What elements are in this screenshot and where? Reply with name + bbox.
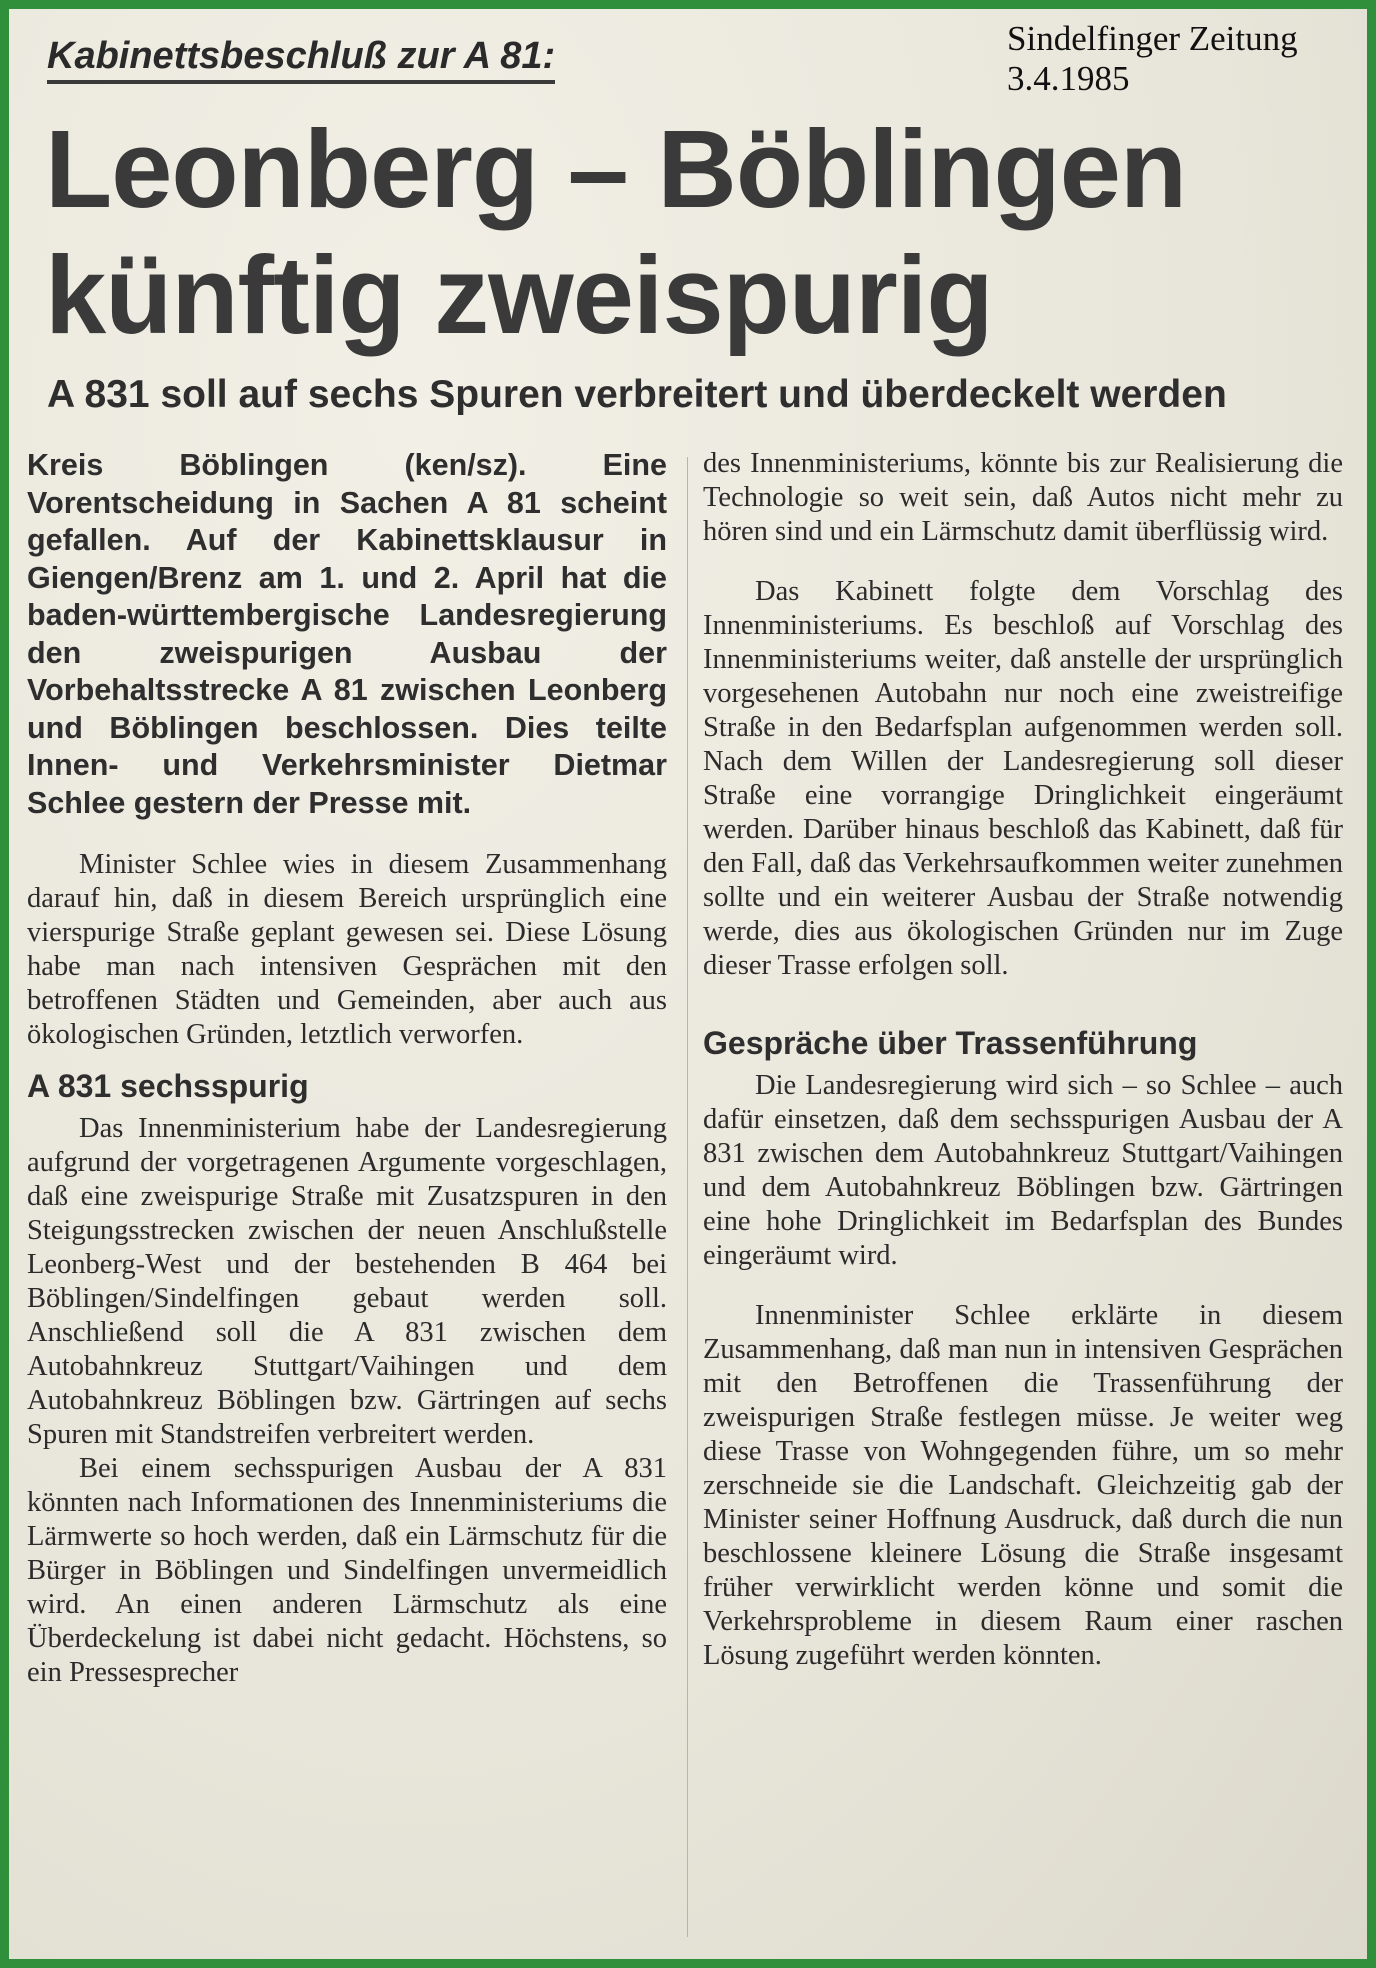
subheadline: A 831 soll auf sechs Spuren verbreitert und überdeckelt werden bbox=[47, 373, 1227, 416]
body-paragraph: Die Landesregierung wird sich – so Schlee – auch dafür einsetzen, daß dem sechsspurigen Ausbau der A 831 zwischen dem Autobahnkreuz Stuttgart/Vaihingen und dem Autobahnkreuz Böblingen bzw. Gärtringen eine hohe Dringlichkeit im Bedarfsplan des Bundes eingeräumt wird. bbox=[703, 1070, 1343, 1271]
paragraph-gap bbox=[703, 1273, 1343, 1299]
article-column-right bbox=[703, 447, 1343, 1927]
article-column-left bbox=[27, 447, 667, 1927]
headline-line-2: künftig zweispurig bbox=[45, 234, 993, 357]
section-subheading: Gespräche über Trassenführung bbox=[703, 1025, 1198, 1061]
body-paragraph: Das Innenministerium habe der Landesregierung aufgrund der vorgetragenen Argumente vorgeschlagen, daß eine zweispurige Straße mit Zusatzspuren in den Steigungsstrecken zwischen der neuen Anschlußstelle Leonberg-West und der bestehenden B 464 bei Böblingen/Sindelfingen gebaut werden soll. Anschließend soll die A 831 zwischen dem Autobahnkreuz Stuttgart/Vaihingen und dem Autobahnkreuz Böblingen bzw. Gärtringen auf sechs Spuren mit Standstreifen verbreitert werden. bbox=[27, 1113, 667, 1450]
body-paragraph: Innenminister Schlee erklärte in diesem Zusammenhang, daß man nun in intensiven Gesprächen mit den Betroffenen die Trassenführung der zweispurigen Straße festlegen müsse. Je weiter weg diese Trasse von Wohngegenden führe, um so mehr zerschneide sie die Landschaft. Gleichzeitig gab der Minister seiner Hoffnung Ausdruck, daß durch die nun beschlossene kleinere Lösung die Straße insgesamt früher verwirklicht werden könne und somit die Verkehrsprobleme in diesem Raum einer raschen Lösung zugeführt werden könnten. bbox=[703, 1300, 1343, 1671]
column-divider bbox=[687, 457, 688, 1937]
paragraph-gap bbox=[27, 822, 667, 848]
source-paper-name: Sindelfinger Zeitung bbox=[1007, 19, 1298, 58]
source-date: 3.4.1985 bbox=[1007, 59, 1130, 98]
body-paragraph: Bei einem sechsspurigen Ausbau der A 831 könnten nach Informationen des Innenministeriums die Lärmwerte so hoch werden, daß ein Lärmschutz für die Bürger in Böblingen und Sindelfingen unvermeidlich wird. An einen anderen Lärmschutz als eine Überdeckelung ist dabei nicht gedacht. Höchstens, so ein Pressesprecher bbox=[27, 1453, 667, 1688]
body-paragraph: Das Kabinett folgte dem Vorschlag des Innenministeriums. Es beschloß auf Vorschlag des Innenministeriums weiter, daß anstelle der ursprünglich vorgesehenen Autobahn nur noch eine zweistreifige Straße in den Bedarfsplan aufgenommen werden soll. Nach dem Willen der Landesregierung soll dieser Straße eine vorrangige Dringlichkeit eingeräumt werden. Darüber hinaus beschloß das Kabinett, daß für den Fall, daß das Verkehrsaufkommen weiter zunehmen sollte und ein weiterer Ausbau der Straße notwendig werde, dies aus ökologischen Gründen nur im Zuge dieser Trasse erfolgen soll. bbox=[703, 576, 1343, 981]
lead-paragraph: Kreis Böblingen (ken/sz). Eine Vorentscheidung in Sachen A 81 scheint gefallen. Auf der Kabinettsklausur in Giengen/Brenz am 1. und 2. April hat die baden-württembergische Landesregierung den zweispurigen Ausbau der Vorbehaltsstrecke A 81 zwischen Leonberg und Böblingen beschlossen. Dies teilte Innen- und Verkehrsminister Dietmar Schlee gestern der Presse mit. bbox=[27, 448, 667, 820]
paragraph-gap bbox=[703, 549, 1343, 575]
kicker-line: Kabinettsbeschluß zur A 81: bbox=[47, 35, 555, 84]
headline bbox=[45, 107, 1345, 359]
paragraph-gap bbox=[703, 983, 1343, 1009]
newspaper-clipping bbox=[9, 9, 1367, 1959]
section-subheading: A 831 sechsspurig bbox=[27, 1068, 309, 1104]
body-paragraph: des Innenministeriums, könnte bis zur Realisierung die Technologie so weit sein, daß Autos nicht mehr zu hören sind und ein Lärmschutz damit überflüssig wird. bbox=[703, 448, 1343, 547]
body-paragraph: Minister Schlee wies in diesem Zusammenhang darauf hin, daß in diesem Bereich ursprünglich eine vierspurige Straße geplant gewesen sei. Diese Lösung habe man nach intensiven Gesprächen mit den betroffenen Städten und Gemeinden, aber auch aus ökologischen Gründen, letztlich verworfen. bbox=[27, 849, 667, 1050]
headline-line-1: Leonberg – Böblingen bbox=[45, 108, 1187, 231]
source-label bbox=[1007, 19, 1327, 99]
